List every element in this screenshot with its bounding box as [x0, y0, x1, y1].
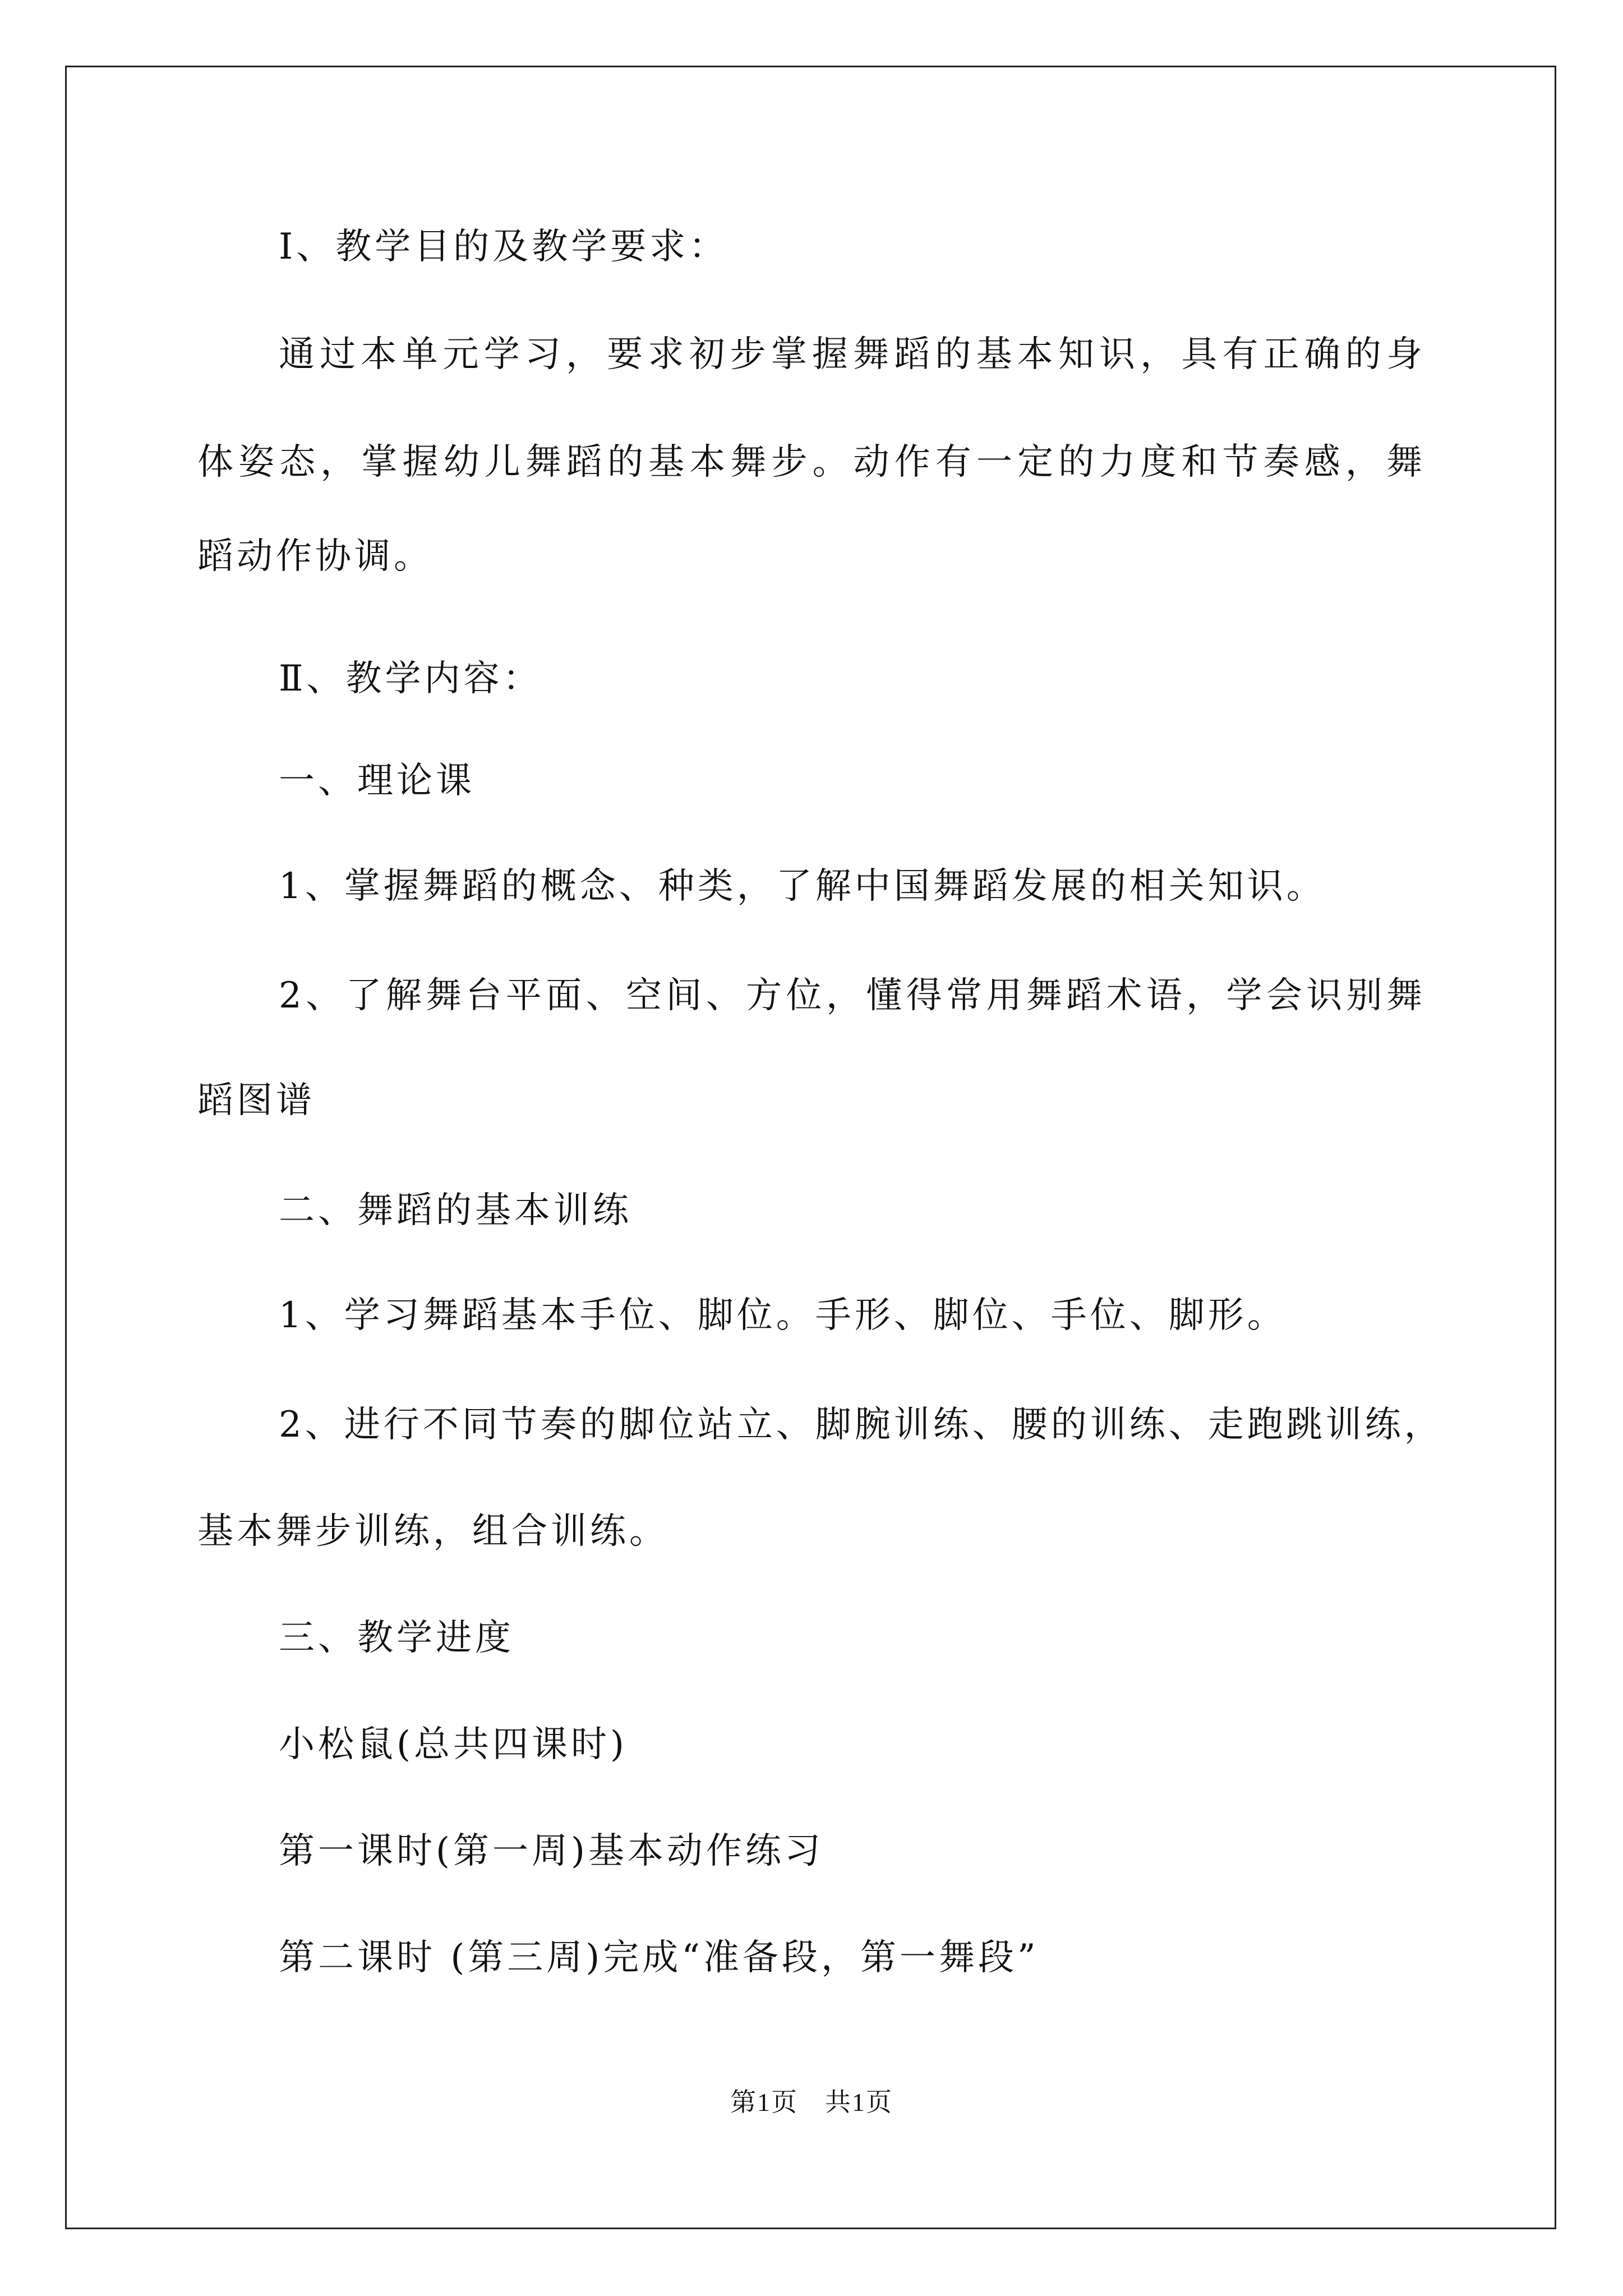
- page-current: 第1页: [730, 2088, 798, 2116]
- training-item-1: 1、学习舞蹈基本手位、脚位。手形、脚位、手位、脚形。: [279, 1295, 1287, 1336]
- theory-heading: 一、理论课: [279, 760, 475, 802]
- theory-item-2-line-2: 蹈图谱: [197, 1080, 315, 1121]
- page-footer: [0, 2087, 1623, 2118]
- goal-heading: Ⅰ、教学目的及教学要求：: [279, 226, 728, 268]
- training-heading: 二、舞蹈的基本训练: [279, 1190, 632, 1231]
- unit-title: 小松鼠(总共四课时): [279, 1724, 628, 1765]
- goal-text-line-2: 体姿态，掌握幼儿舞蹈的基本舞步。动作有一定的力度和节奏感，舞: [197, 441, 1426, 483]
- training-item-2-line-1: 2、进行不同节奏的脚位站立、脚腕训练、腰的训练、走跑跳训练，: [279, 1404, 1444, 1446]
- goal-text-line-1: 通过本单元学习，要求初步掌握舞蹈的基本知识，具有正确的身: [279, 334, 1426, 375]
- progress-heading: 三、教学进度: [279, 1617, 514, 1659]
- page-total: 共1页: [825, 2088, 893, 2116]
- theory-item-1: 1、掌握舞蹈的概念、种类，了解中国舞蹈发展的相关知识。: [279, 866, 1326, 907]
- page-border: [65, 66, 1556, 2229]
- theory-item-2-line-1: 2、了解舞台平面、空间、方位，懂得常用舞蹈术语，学会识别舞: [279, 975, 1426, 1016]
- training-item-2-line-2: 基本舞步训练，组合训练。: [197, 1511, 668, 1552]
- lesson-1: 第一课时(第一周)基本动作练习: [279, 1830, 824, 1872]
- lesson-2: 第二课时 (第三周)完成“准备段，第一舞段”: [279, 1937, 1039, 1978]
- content-heading: Ⅱ、教学内容：: [279, 658, 542, 700]
- goal-text-line-3: 蹈动作协调。: [197, 536, 433, 577]
